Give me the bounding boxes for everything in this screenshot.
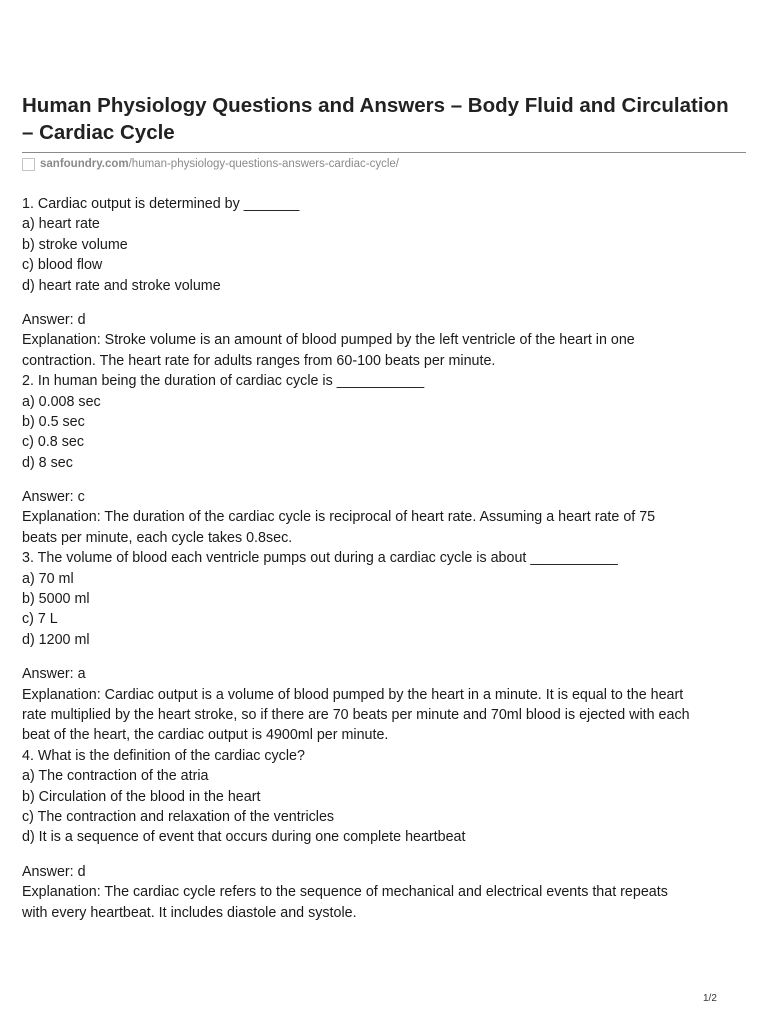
answer-option: d) It is a sequence of event that occurs during one complete heartbeat (22, 829, 466, 846)
answer-option: b) 5000 ml (22, 591, 90, 608)
source-domain: sanfoundry.com (40, 158, 129, 170)
question-text: 2. In human being the duration of cardiac cycle is ___________ (22, 373, 425, 390)
source-link[interactable] (22, 156, 399, 172)
qa-content (22, 194, 752, 923)
explanation-line: Explanation: Cardiac output is a volume of blood pumped by the heart in a minute. It is equal to the heart (22, 686, 684, 703)
answer-option: c) The contraction and relaxation of the ventricles (22, 808, 335, 825)
answer-option: a) 0.008 sec (22, 393, 101, 410)
favicon-placeholder-icon (22, 158, 35, 171)
explanation-line: beat of the heart, the cardiac output is 4900ml per minute. (22, 727, 389, 744)
answer-option: a) heart rate (22, 216, 100, 233)
source-path: /human-physiology-questions-answers-cardiac-cycle/ (128, 158, 399, 170)
explanation-line: Explanation: The cardiac cycle refers to the sequence of mechanical and electrical events that repeats (22, 884, 668, 901)
question-block (22, 194, 752, 371)
answer-key: Answer: d (22, 863, 86, 880)
explanation-line: Explanation: The duration of the cardiac cycle is reciprocal of heart rate. Assuming a heart rate of 75 (22, 509, 656, 526)
page-title: Human Physiology Questions and Answers – Body Fluid and Circulation – Cardiac Cycle (22, 94, 729, 144)
explanation-line: Explanation: Stroke volume is an amount of blood pumped by the left ventricle of the heart in one (22, 332, 635, 349)
answer-option: c) 7 L (22, 611, 58, 628)
answer-key: Answer: c (22, 489, 85, 506)
spacer (22, 848, 752, 862)
question-block (22, 746, 752, 923)
question-text: 3. The volume of blood each ventricle pumps out during a cardiac cycle is about ___________ (22, 550, 618, 567)
explanation-line: with every heartbeat. It includes diastole and systole. (22, 904, 357, 921)
answer-option: b) Circulation of the blood in the heart (22, 788, 261, 805)
answer-option: d) 8 sec (22, 454, 73, 471)
explanation-line: contraction. The heart rate for adults ranges from 60-100 beats per minute. (22, 352, 496, 369)
spacer (22, 473, 752, 487)
answer-option: a) The contraction of the atria (22, 768, 209, 785)
spacer (22, 296, 752, 310)
page-number: 1/2 (703, 993, 717, 1004)
explanation-line: rate multiplied by the heart stroke, so if there are 70 beats per minute and 70ml blood is ejected with each (22, 706, 690, 723)
explanation-line: beats per minute, each cycle takes 0.8sec. (22, 529, 293, 546)
answer-option: a) 70 ml (22, 570, 74, 587)
question-block (22, 371, 752, 548)
title-divider (22, 152, 746, 153)
answer-option: b) stroke volume (22, 236, 128, 253)
answer-option: b) 0.5 sec (22, 413, 85, 430)
answer-key: Answer: d (22, 311, 86, 328)
answer-option: d) heart rate and stroke volume (22, 277, 221, 294)
spacer (22, 650, 752, 664)
answer-option: c) blood flow (22, 257, 103, 274)
answer-option: c) 0.8 sec (22, 434, 84, 451)
question-text: 4. What is the definition of the cardiac cycle? (22, 747, 305, 764)
answer-key: Answer: a (22, 666, 86, 683)
question-text: 1. Cardiac output is determined by _______ (22, 196, 300, 212)
answer-option: d) 1200 ml (22, 631, 90, 648)
question-block (22, 548, 752, 746)
